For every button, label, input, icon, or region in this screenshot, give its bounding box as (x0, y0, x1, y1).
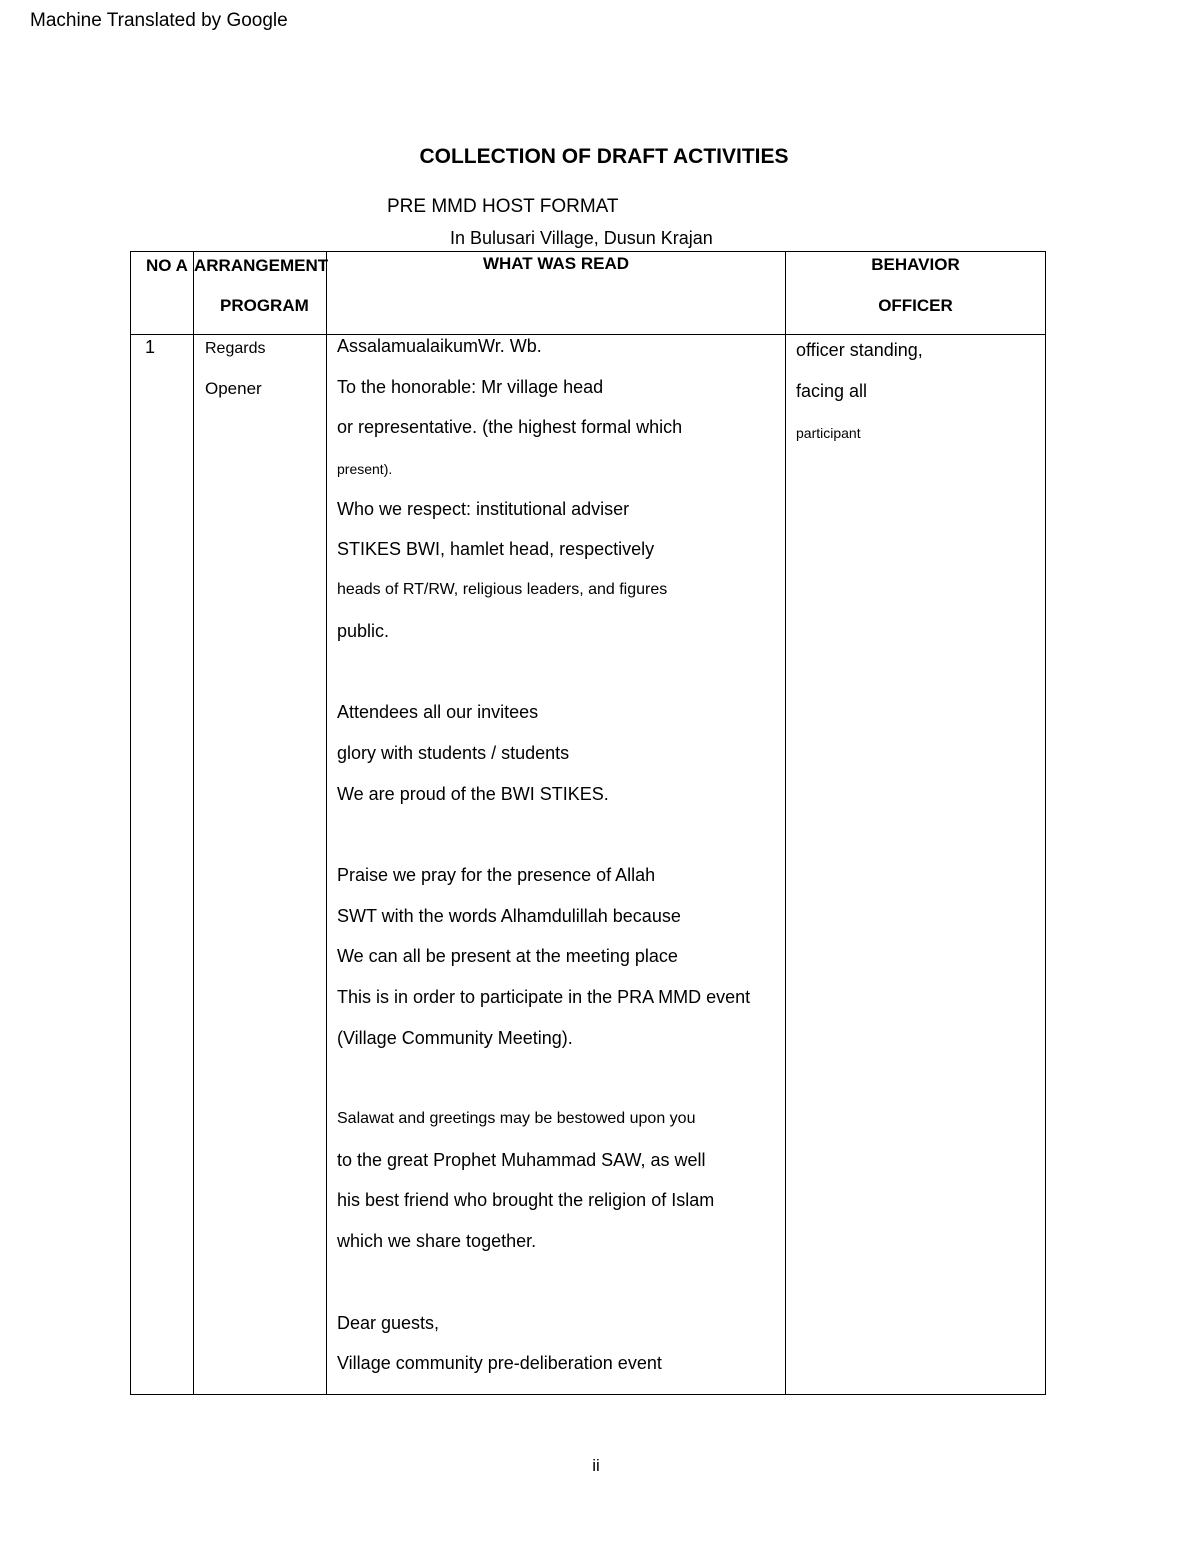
read-line: Attendees all our invitees (337, 702, 539, 723)
read-line: This is in order to participate in the PRA MMD event (337, 987, 751, 1007)
document-subtitle: PRE MMD HOST FORMAT (387, 196, 619, 217)
header-behavior-line2: OFFICER (878, 296, 953, 315)
page-number: ii (592, 1456, 600, 1475)
cell-behavior (786, 335, 1046, 1395)
read-line: STIKES BWI, hamlet head, respectively (337, 539, 655, 560)
arrangement-line: Opener (205, 379, 262, 398)
read-line (337, 1067, 785, 1108)
read-line: which we share together. (337, 1231, 537, 1252)
read-line: (Village Community Meeting). (337, 1027, 573, 1048)
document-location: In Bulusari Village, Dusun Krajan (450, 228, 713, 248)
read-line: glory with students / students (337, 742, 570, 763)
behavior-line: facing all (796, 381, 868, 401)
read-line: To the honorable: Mr village head (337, 376, 604, 397)
read-line: Who we respect: institutional adviser (337, 498, 630, 519)
read-line: to the great Prophet Muhammad SAW, as well (337, 1149, 706, 1170)
header-behavior (786, 252, 1046, 335)
cell-what-was-read (327, 335, 786, 1395)
read-line: Salawat and greetings may be bestowed upon you (337, 1110, 696, 1128)
read-line: SWT with the words Alhamdulillah because (337, 905, 681, 926)
read-line: Village community pre-deliberation event (337, 1353, 662, 1374)
read-line: public. (337, 620, 390, 641)
header-behavior-line1: BEHAVIOR (871, 255, 960, 274)
read-line (337, 661, 785, 702)
document-title: COLLECTION OF DRAFT ACTIVITIES (419, 145, 789, 168)
read-line (337, 1271, 785, 1312)
behavior-line: participant (796, 425, 861, 441)
table-header-row (131, 252, 1046, 335)
read-line: his best friend who brought the religion of Islam (337, 1190, 715, 1211)
read-line (337, 823, 785, 864)
read-line: present). (337, 461, 393, 478)
machine-translation-watermark: Machine Translated by Google (30, 10, 288, 31)
read-line: Dear guests, (337, 1312, 440, 1333)
read-line: AssalamualaikumWr. Wb. (337, 336, 542, 356)
read-line: or representative. (the highest formal which (337, 417, 683, 438)
read-line: Praise we pray for the presence of Allah (337, 864, 656, 885)
header-arrangement-line2: PROGRAM (220, 296, 309, 315)
read-line: We can all be present at the meeting place (337, 946, 678, 967)
header-arrangement (194, 252, 327, 335)
table-row (131, 335, 1046, 1395)
activity-table (130, 251, 1046, 1395)
header-what-was-read: WHAT WAS READ (327, 252, 786, 335)
read-line: We are proud of the BWI STIKES. (337, 783, 609, 804)
cell-arrangement (194, 335, 327, 1395)
header-arrangement-line1: ARRANGEMENT (194, 256, 329, 275)
read-line: heads of RT/RW, religious leaders, and figures (337, 581, 668, 599)
behavior-line: officer standing, (796, 340, 923, 360)
header-no: NO A (131, 252, 194, 335)
cell-no: 1 (131, 335, 194, 1395)
arrangement-line: Regards (205, 340, 266, 357)
